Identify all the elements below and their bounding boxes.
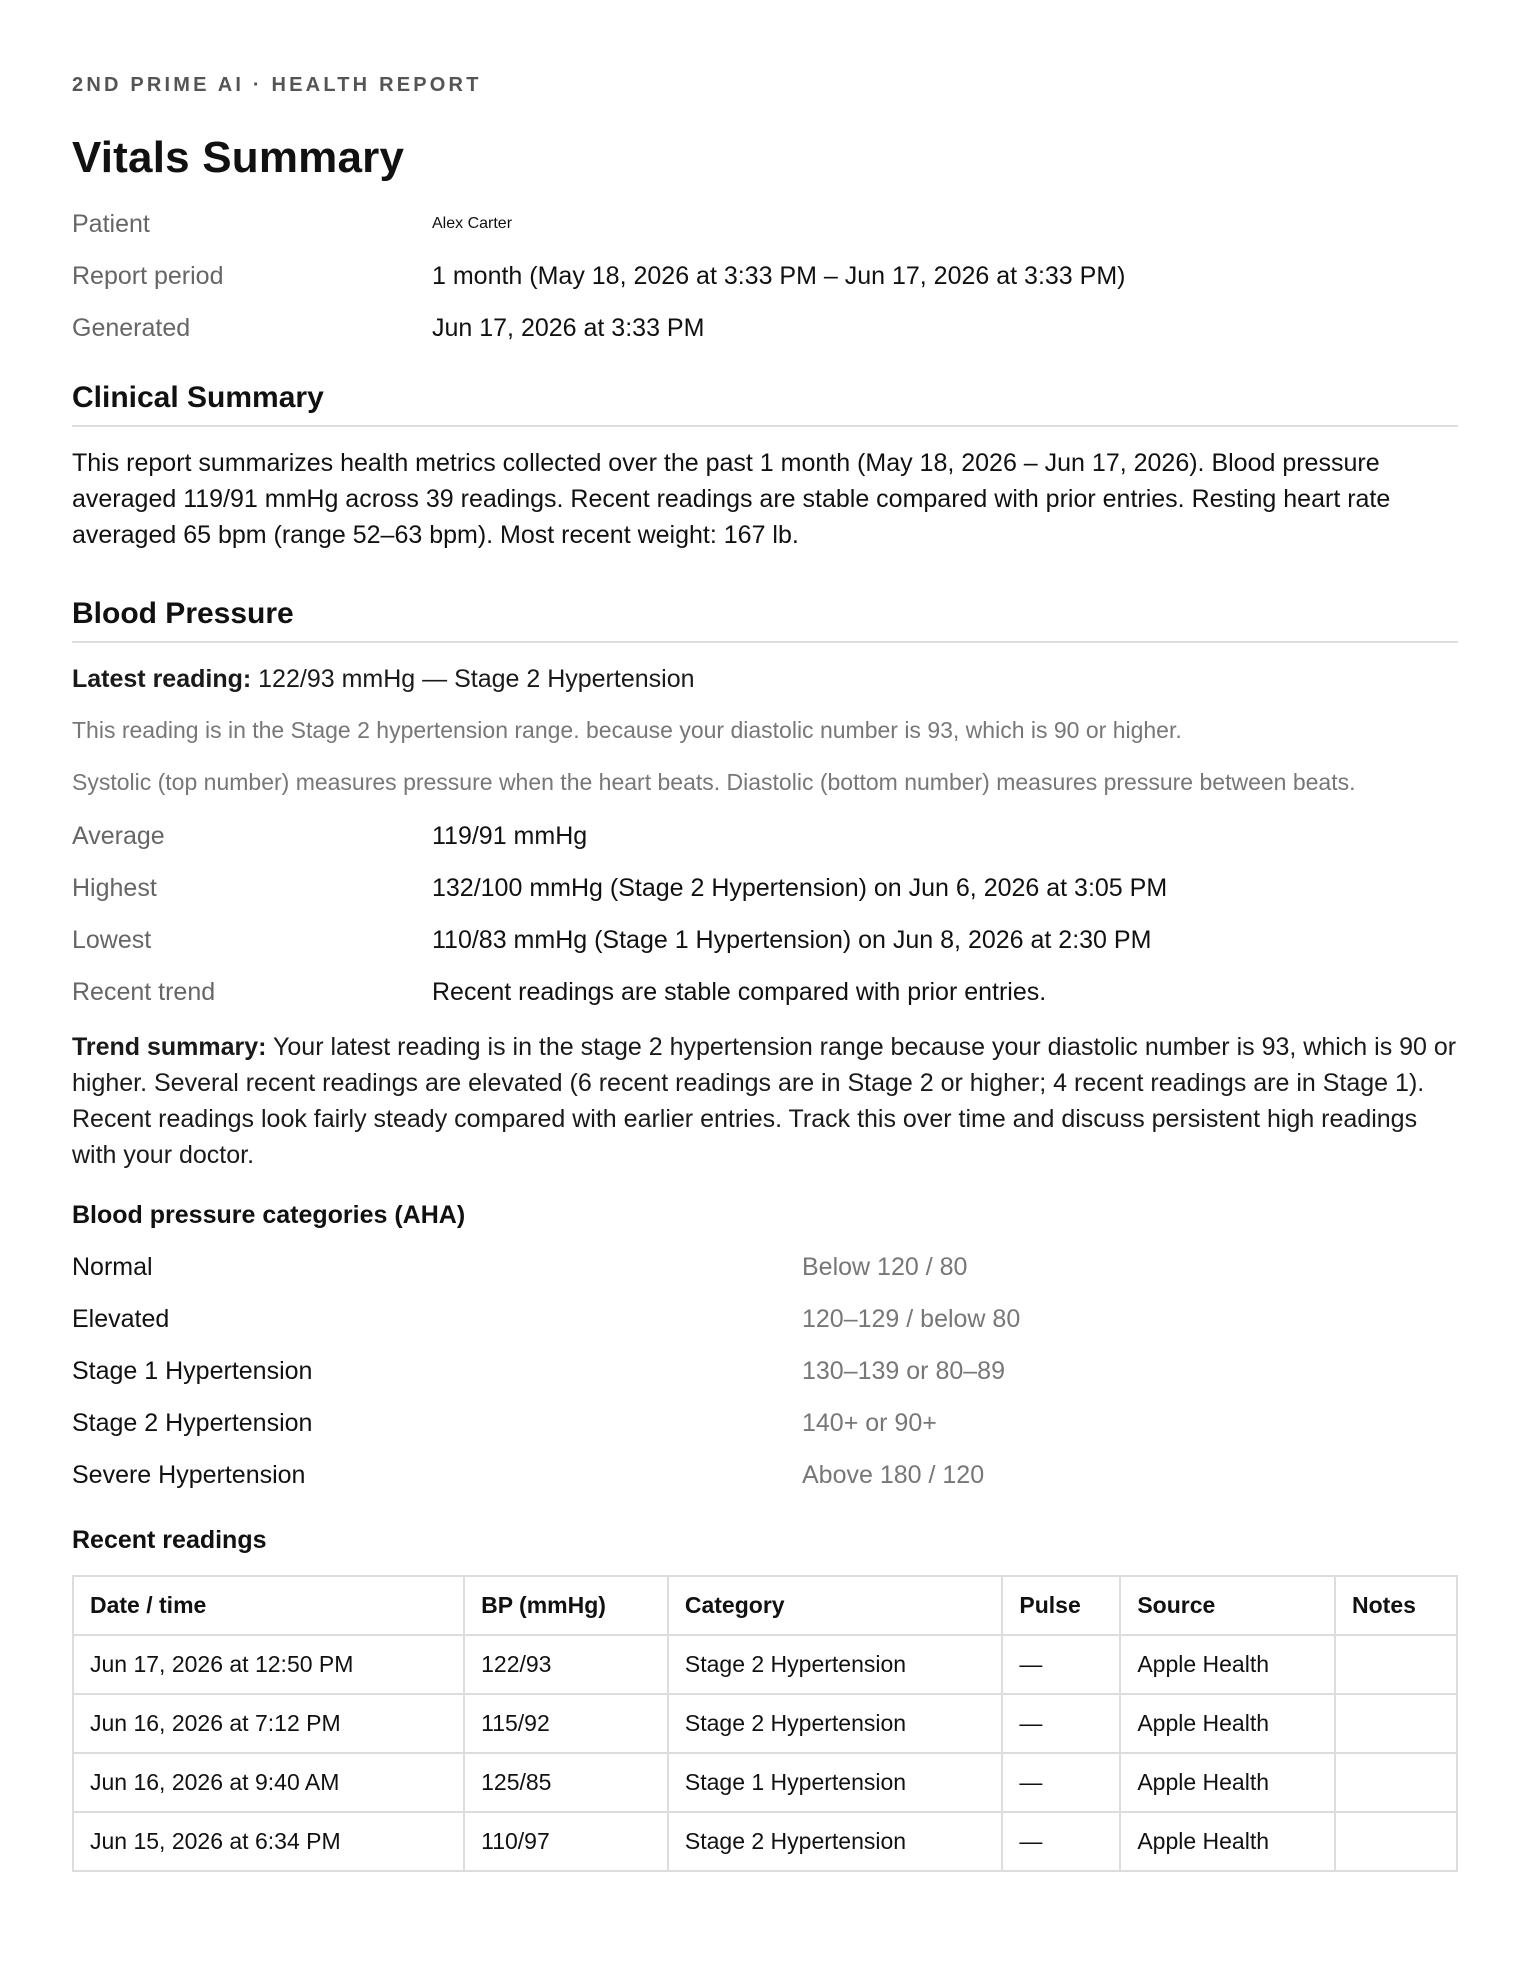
- clinical-summary-text: This report summarizes health metrics collected over the past 1 month (May 18, 2026 – Jun 17, 2026). Blood pressure averaged 119/91 mmHg across 39 readings. Recent readings are stable compared with prior entries. Resting heart rate averaged 65 bpm (range 52–63 bpm). Most recent weight: 167 lb.: [72, 449, 1391, 549]
- stat-value: 119/91 mmHg: [432, 822, 588, 850]
- blood-pressure-section: [72, 597, 1458, 1872]
- cell-notes: [1335, 1812, 1457, 1871]
- meta-row-generated: [72, 313, 1458, 343]
- bp-stat-lowest: [72, 925, 1458, 955]
- latest-reading-label: Latest reading:: [72, 665, 252, 693]
- category-row-normal: [72, 1252, 1458, 1282]
- stat-label: Average: [72, 822, 165, 850]
- bp-stat-average: [72, 821, 1458, 851]
- table-row: [73, 1812, 1457, 1871]
- cell-category: Stage 1 Hypertension: [668, 1753, 1003, 1812]
- meta-row-patient: [72, 209, 1458, 239]
- report-eyebrow: 2ND PRIME AI · HEALTH REPORT: [72, 74, 482, 96]
- cell-category: Stage 2 Hypertension: [668, 1694, 1003, 1753]
- recent-readings-table: [72, 1575, 1458, 1872]
- category-row-stage-1: [72, 1356, 1458, 1386]
- column-header-category: Category: [668, 1576, 1003, 1635]
- stat-value: 132/100 mmHg (Stage 2 Hypertension) on Jun 6, 2026 at 3:05 PM: [432, 874, 1168, 902]
- meta-value: Jun 17, 2026 at 3:33 PM: [432, 314, 705, 342]
- clinical-summary-heading: Clinical Summary: [72, 381, 1458, 427]
- cell-category: Stage 2 Hypertension: [668, 1812, 1003, 1871]
- category-range: 130–139 or 80–89: [802, 1357, 1005, 1385]
- trend-summary: [72, 1029, 1458, 1173]
- cell-date-time: Jun 16, 2026 at 9:40 AM: [73, 1753, 464, 1812]
- meta-label: Generated: [72, 314, 191, 342]
- trend-summary-text: Your latest reading is in the stage 2 hypertension range because your diastolic number is 93, which is 90 or higher. Several recent readings are elevated (6 recent readings are in Stage 2 or higher; 4 recent readings are in Stage 1). Recent readings look fairly steady compared with earlier entries. Track this over time and discuss persistent high readings with your doctor.: [72, 1033, 1457, 1169]
- cell-category: Stage 2 Hypertension: [668, 1635, 1003, 1694]
- cell-pulse: —: [1002, 1812, 1120, 1871]
- column-header-bp: BP (mmHg): [464, 1576, 668, 1635]
- cell-source: Apple Health: [1120, 1753, 1335, 1812]
- column-header-pulse: Pulse: [1002, 1576, 1120, 1635]
- systolic-diastolic-note: Systolic (top number) measures pressure when the heart beats. Diastolic (bottom number) measures pressure between beats.: [72, 769, 1356, 795]
- meta-row-report-period: [72, 261, 1458, 291]
- latest-reading-value: 122/93 mmHg — Stage 2 Hypertension: [258, 665, 695, 693]
- cell-bp: 115/92: [464, 1694, 668, 1753]
- meta-value: Alex Carter: [432, 215, 513, 232]
- cell-bp: 125/85: [464, 1753, 668, 1812]
- table-header-row: [73, 1576, 1457, 1635]
- category-name: Severe Hypertension: [72, 1461, 306, 1489]
- cell-pulse: —: [1002, 1694, 1120, 1753]
- stat-value: 110/83 mmHg (Stage 1 Hypertension) on Jun 8, 2026 at 2:30 PM: [432, 926, 1152, 954]
- category-range: Below 120 / 80: [802, 1253, 968, 1281]
- category-range: Above 180 / 120: [802, 1461, 985, 1489]
- cell-notes: [1335, 1753, 1457, 1812]
- trend-summary-label: Trend summary:: [72, 1033, 267, 1061]
- page-title: Vitals Summary: [72, 133, 405, 182]
- cell-notes: [1335, 1635, 1457, 1694]
- cell-pulse: —: [1002, 1753, 1120, 1812]
- table-row: [73, 1694, 1457, 1753]
- category-row-elevated: [72, 1304, 1458, 1334]
- cell-bp: 122/93: [464, 1635, 668, 1694]
- cell-notes: [1335, 1694, 1457, 1753]
- stat-label: Recent trend: [72, 978, 216, 1006]
- bp-categories-heading: Blood pressure categories (AHA): [72, 1201, 466, 1229]
- recent-readings-heading: Recent readings: [72, 1526, 267, 1554]
- cell-pulse: —: [1002, 1635, 1120, 1694]
- category-range: 140+ or 90+: [802, 1409, 937, 1437]
- category-name: Normal: [72, 1253, 153, 1281]
- cell-date-time: Jun 17, 2026 at 12:50 PM: [73, 1635, 464, 1694]
- category-range: 120–129 / below 80: [802, 1305, 1021, 1333]
- latest-reading: [72, 661, 1458, 697]
- meta-label: Report period: [72, 262, 224, 290]
- stat-value: Recent readings are stable compared with prior entries.: [432, 978, 1047, 1006]
- meta-value: 1 month (May 18, 2026 at 3:33 PM – Jun 17, 2026 at 3:33 PM): [432, 262, 1126, 290]
- meta-label: Patient: [72, 210, 150, 238]
- table-row: [73, 1635, 1457, 1694]
- category-row-severe: [72, 1460, 1458, 1490]
- bp-categories-list: [72, 1252, 1458, 1490]
- stat-label: Highest: [72, 874, 157, 902]
- stat-label: Lowest: [72, 926, 152, 954]
- bp-stats: [72, 821, 1458, 1007]
- blood-pressure-heading: Blood Pressure: [72, 597, 1458, 643]
- bp-stat-recent-trend: [72, 977, 1458, 1007]
- table-row: [73, 1753, 1457, 1812]
- cell-date-time: Jun 16, 2026 at 7:12 PM: [73, 1694, 464, 1753]
- cell-date-time: Jun 15, 2026 at 6:34 PM: [73, 1812, 464, 1871]
- reading-note: This reading is in the Stage 2 hypertension range. because your diastolic number is 93, which is 90 or higher.: [72, 717, 1182, 743]
- category-row-stage-2: [72, 1408, 1458, 1438]
- cell-source: Apple Health: [1120, 1812, 1335, 1871]
- cell-source: Apple Health: [1120, 1694, 1335, 1753]
- report-meta: [72, 209, 1458, 343]
- category-name: Elevated: [72, 1305, 170, 1333]
- column-header-date-time: Date / time: [73, 1576, 464, 1635]
- cell-source: Apple Health: [1120, 1635, 1335, 1694]
- bp-stat-highest: [72, 873, 1458, 903]
- category-name: Stage 1 Hypertension: [72, 1357, 313, 1385]
- category-name: Stage 2 Hypertension: [72, 1409, 313, 1437]
- column-header-source: Source: [1120, 1576, 1335, 1635]
- cell-bp: 110/97: [464, 1812, 668, 1871]
- clinical-summary-section: [72, 381, 1458, 553]
- column-header-notes: Notes: [1335, 1576, 1457, 1635]
